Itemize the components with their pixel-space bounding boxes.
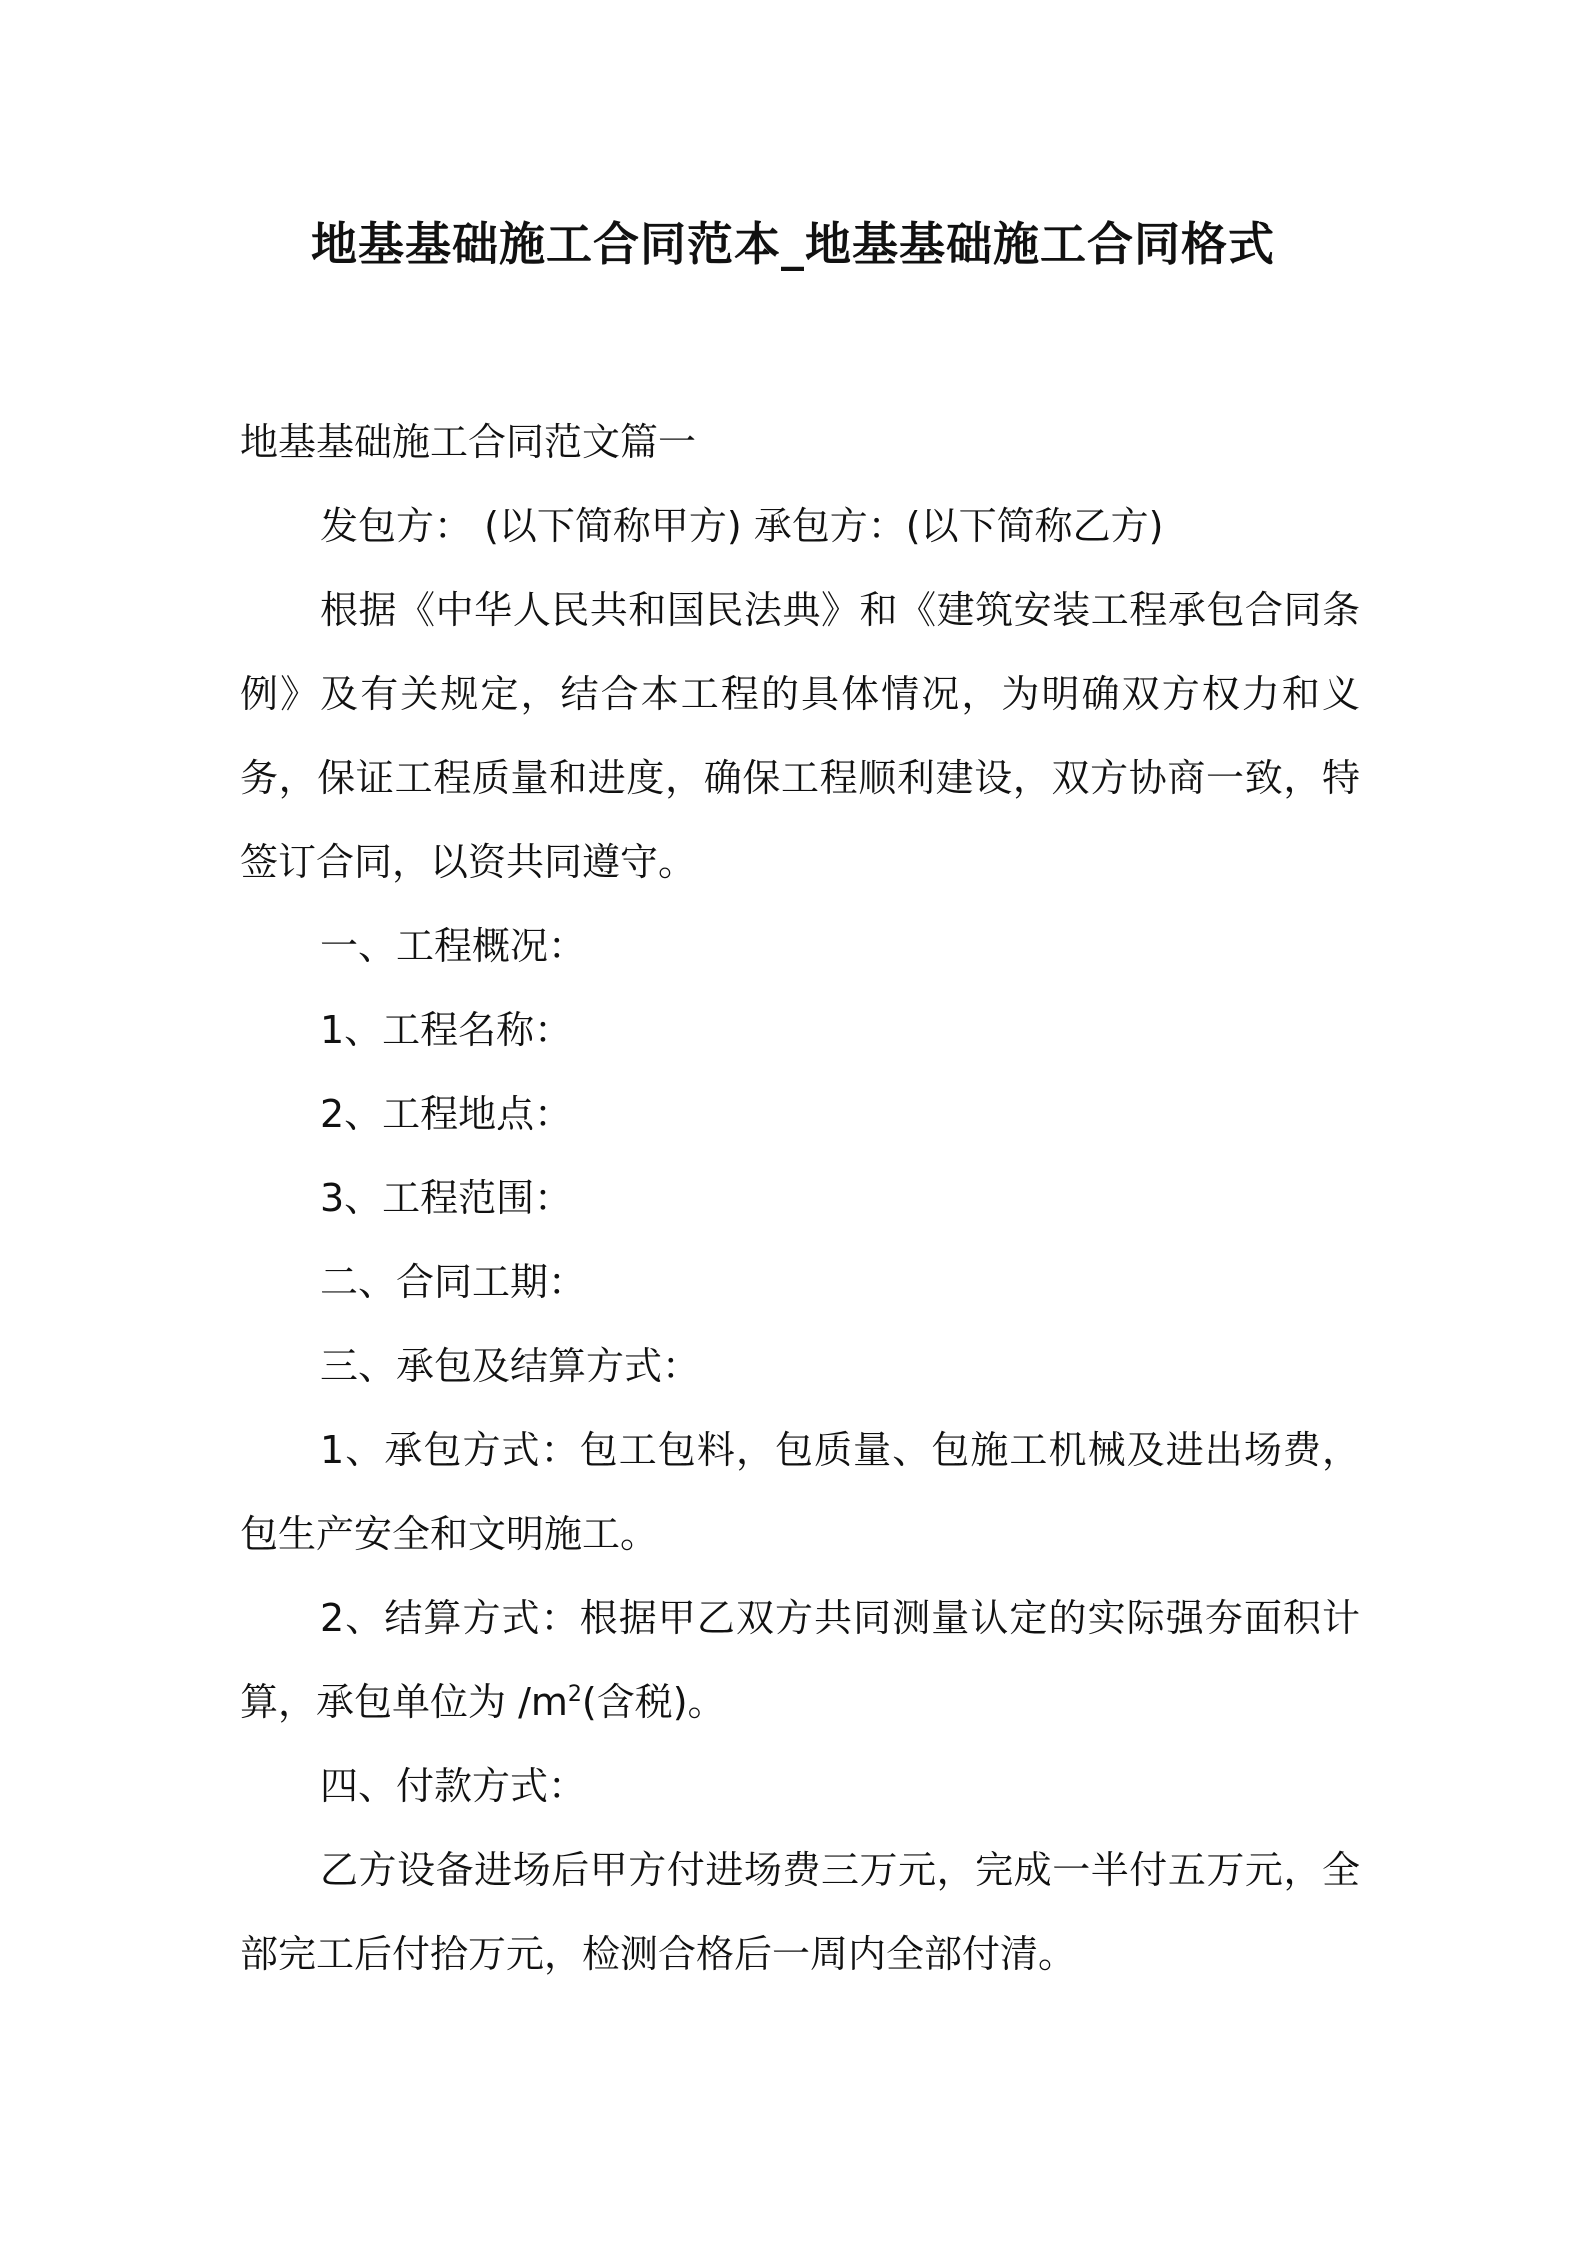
document-body: [240, 400, 1360, 1996]
section-4-heading: 四、付款方式：: [320, 1764, 587, 1808]
parties-line: 发包方： (以下简称甲方) 承包方：(以下简称乙方): [320, 504, 1164, 548]
payment-paragraph: 乙方设备进场后甲方付进场费三万元，完成一半付五万元，全部完工后付拾万元，检测合格后一周内全部付清。: [240, 1848, 1360, 1976]
contract-method-item: 1、承包方式：包工包料，包质量、包施工机械及进出场费，包生产安全和文明施工。: [240, 1428, 1360, 1556]
project-name-item: 1、工程名称：: [320, 1008, 573, 1052]
project-scope-item: 3、工程范围：: [320, 1176, 573, 1220]
document-title: 地基基础施工合同范本_地基基础施工合同格式: [311, 217, 1275, 271]
settlement-tax-note: (含税)。: [581, 1680, 726, 1724]
settlement-text: 2、结算方式：根据甲乙双方共同测量认定的实际强夯面积计算，承包单位为 /m: [240, 1596, 1360, 1724]
section-1-heading: 一、工程概况：: [320, 924, 587, 968]
settlement-method-item: [240, 1576, 1360, 1744]
square-meter-superscript: 2: [567, 1682, 582, 1707]
section-2-heading: 二、合同工期：: [320, 1260, 587, 1304]
section-heading: 地基基础施工合同范文篇一: [240, 420, 697, 464]
preamble-paragraph: 根据《中华人民共和国民法典》和《建筑安装工程承包合同条例》及有关规定，结合本工程的具体情况，为明确双方权力和义务，保证工程质量和进度，确保工程顺利建设，双方协商一致，特签订合同，以资共同遵守。: [240, 588, 1360, 884]
project-location-item: 2、工程地点：: [320, 1092, 573, 1136]
section-3-heading: 三、承包及结算方式：: [320, 1344, 701, 1388]
